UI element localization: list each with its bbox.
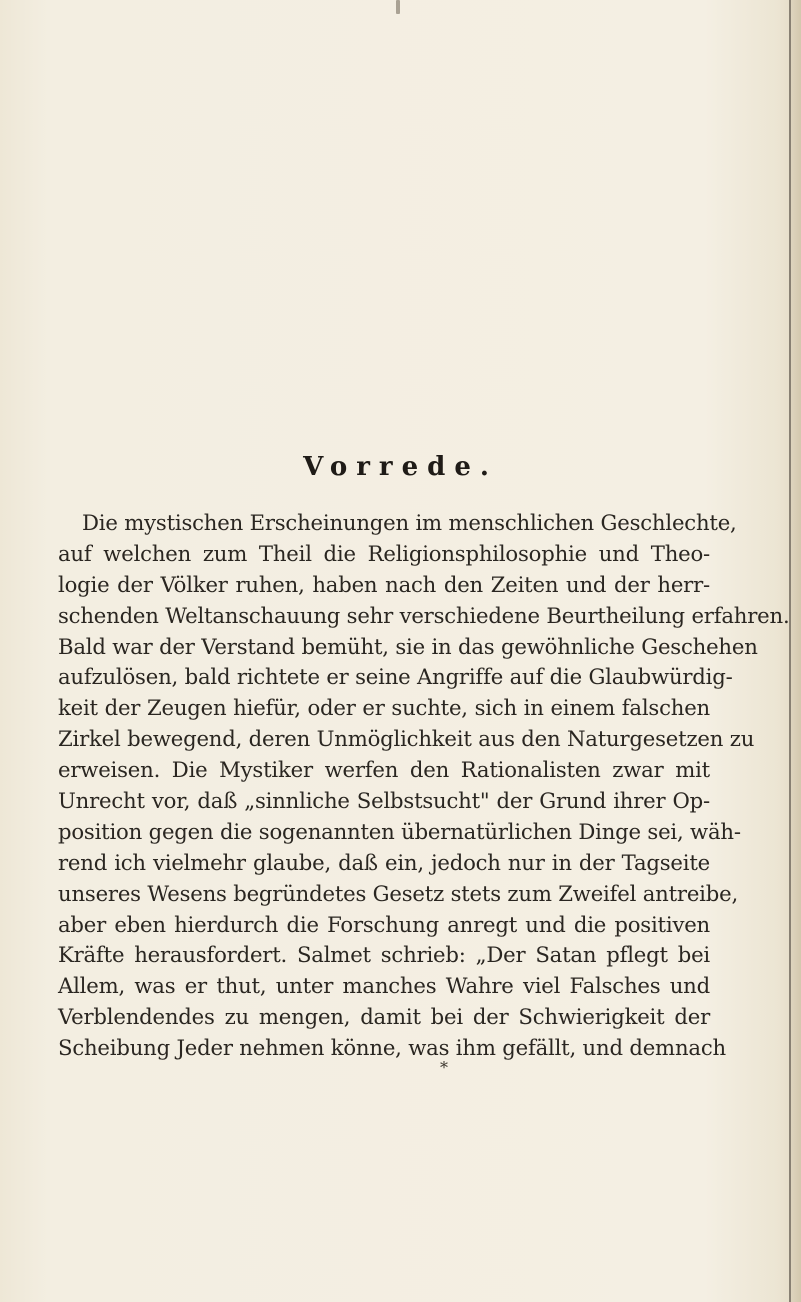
page-heading: Vorrede. — [303, 452, 498, 482]
text-line: erweisen. Die Mystiker werfen den Rationalisten zwar mit — [58, 757, 710, 783]
signature-mark: * — [440, 1058, 448, 1077]
text-line: aber eben hierdurch die Forschung anregt und die positiven — [58, 911, 710, 937]
text-line: Scheibung Jeder nehmen könne, was ihm gefällt, und demnach — [58, 1035, 726, 1061]
text-line: unseres Wesens begründetes Gesetz stets zum Zweifel antreibe, — [58, 880, 738, 906]
text-line: Die mystischen Erscheinungen im menschlichen Geschlechte, — [82, 510, 737, 535]
page-mark — [396, 0, 400, 14]
text-line: position gegen die sogenannten übernatürlichen Dinge sei, wäh- — [58, 818, 741, 844]
page-edge-line — [789, 0, 791, 1302]
text-line: rend ich vielmehr glaube, daß ein, jedoch nur in der Tagseite — [58, 849, 710, 875]
body-text — [58, 508, 790, 1064]
text-line: Verblendendes zu mengen, damit bei der Schwierigkeit der — [58, 1004, 710, 1030]
text-line: logie der Völker ruhen, haben nach den Zeiten und der herr- — [58, 571, 710, 597]
text-line: aufzulösen, bald richtete er seine Angriffe auf die Glaubwürdig- — [58, 664, 733, 690]
text-line: Allem, was er thut, unter manches Wahre viel Falsches und — [58, 973, 710, 999]
text-line: Unrecht vor, daß „sinnliche Selbstsucht" der Grund ihrer Op- — [58, 788, 710, 814]
text-line: keit der Zeugen hiefür, oder er suchte, sich in einem falschen — [58, 695, 710, 721]
text-line: Bald war der Verstand bemüht, sie in das gewöhnliche Geschehen — [58, 633, 758, 659]
page-edge-shadow — [791, 0, 801, 1302]
text-line: Kräfte herausfordert. Salmet schrieb: „Der Satan pflegt bei — [58, 942, 710, 968]
text-line: schenden Weltanschauung sehr verschiedene Beurtheilung erfahren. — [58, 602, 790, 628]
text-line: auf welchen zum Theil die Religionsphilosophie und Theo- — [58, 540, 710, 566]
text-line: Zirkel bewegend, deren Unmöglichkeit aus den Naturgesetzen zu — [58, 726, 755, 752]
